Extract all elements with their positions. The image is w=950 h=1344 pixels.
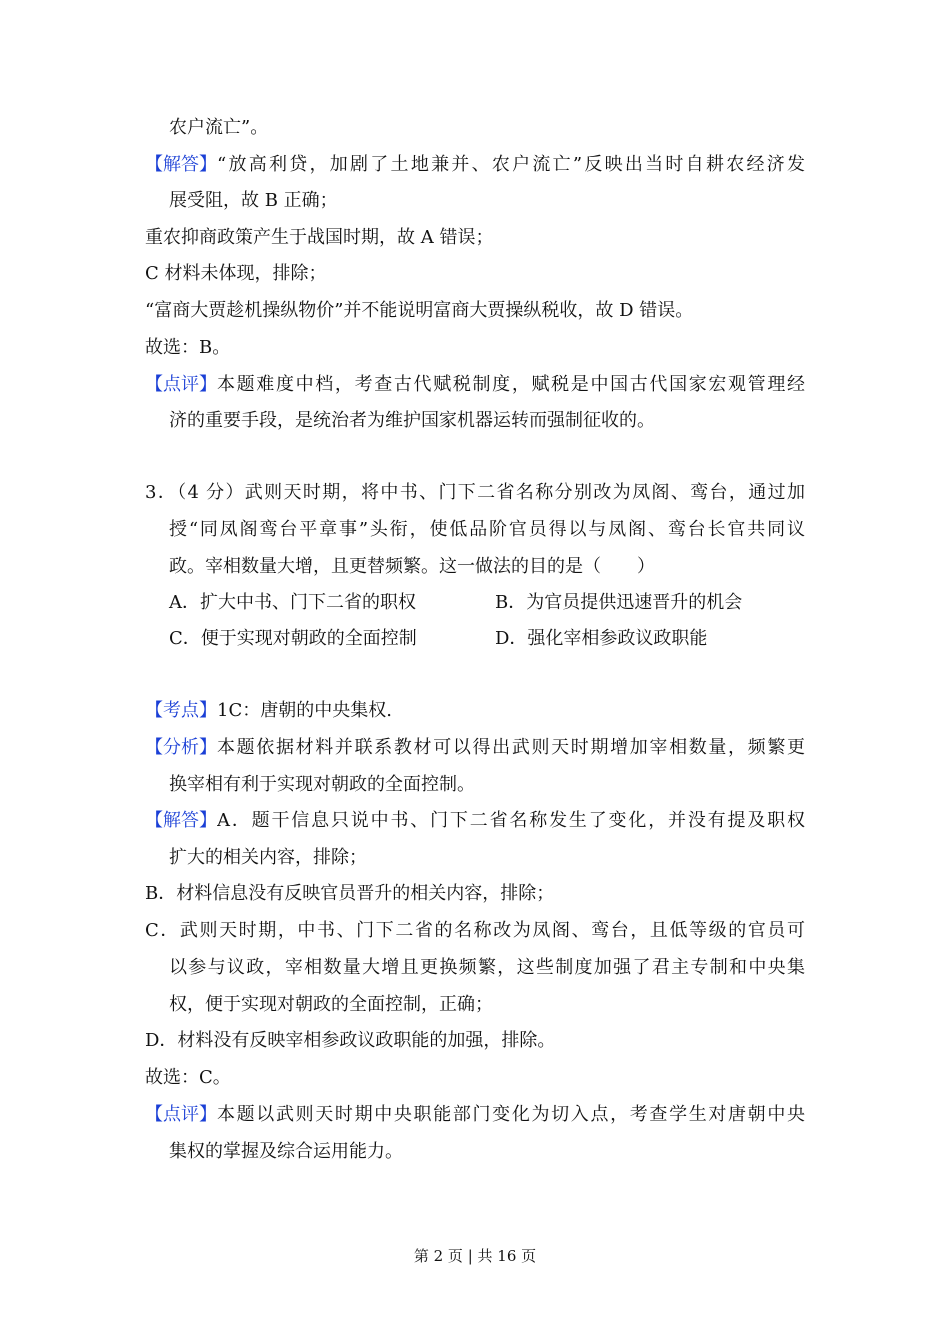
section-label: 【考点】 (145, 700, 217, 721)
text-line: 换宰相有利于实现对朝政的全面控制。 (169, 774, 475, 795)
text-line: “放高利贷，加剧了土地兼并、农户流亡”反映出当时自耕农经济发 (217, 154, 805, 175)
question-stem: 3．（4 分）武则天时期，将中书、门下二省名称分别改为凤阁、鸾台，通过加 (145, 482, 805, 503)
text-line: 济的重要手段，是统治者为维护国家机器运转而强制征收的。 (169, 410, 655, 431)
section-label: 【点评】 (145, 374, 217, 395)
text-line: C．武则天时期，中书、门下二省的名称改为凤阁、鸾台，且低等级的官员可 (145, 920, 805, 941)
option-d: D．强化宰相参政议政职能 (495, 628, 708, 649)
text-line: 本题以武则天时期中央职能部门变化为切入点，考查学生对唐朝中央 (217, 1104, 805, 1125)
section-label: 【解答】 (145, 154, 217, 175)
option-a: A．扩大中书、门下二省的职权 (169, 592, 416, 613)
text-line: 1C：唐朝的中央集权. (217, 700, 392, 721)
point-section (145, 700, 392, 722)
text-line: 农户流亡”。 (169, 117, 269, 138)
option-b: B．为官员提供迅速晋升的机会 (495, 592, 743, 613)
text-line: D．材料没有反映宰相参政议政职能的加强，排除。 (145, 1030, 556, 1051)
answer-section (145, 810, 805, 832)
question-stem: 授“同凤阁鸾台平章事”头衔，使低品阶官员得以与凤阁、鸾台长官共同议 (169, 519, 805, 540)
text-line: 扩大的相关内容，排除； (169, 847, 367, 868)
text-line: 以参与议政，宰相数量大增且更换频繁，这些制度加强了君主专制和中央集 (169, 957, 805, 978)
text-line: 集权的掌握及综合运用能力。 (169, 1141, 403, 1162)
review-section (145, 374, 805, 396)
option-c: C．便于实现对朝政的全面控制 (169, 628, 417, 649)
section-label: 【点评】 (145, 1104, 217, 1125)
text-line: 展受阻，故 B 正确； (169, 190, 338, 211)
review-section (145, 1104, 805, 1126)
page-footer: 第 2 页 | 共 16 页 (413, 1247, 537, 1265)
text-line: 权，便于实现对朝政的全面控制，正确； (169, 994, 493, 1015)
text-line: B．材料信息没有反映官员晋升的相关内容，排除； (145, 883, 555, 904)
question-stem: 政。宰相数量大增，且更替频繁。这一做法的目的是（ ） (169, 556, 655, 577)
text-line: C 材料未体现，排除； (145, 263, 327, 284)
text-line: 重农抑商政策产生于战国时期，故 A 错误； (145, 227, 494, 248)
analysis-section (145, 737, 805, 759)
section-label: 【分析】 (145, 737, 217, 758)
text-line: 本题依据材料并联系教材可以得出武则天时期增加宰相数量，频繁更 (217, 737, 805, 758)
text-line: “富商大贾趁机操纵物价”并不能说明富商大贾操纵税收，故 D 错误。 (145, 300, 694, 321)
text-line: 故选：C。 (145, 1067, 231, 1088)
section-label: 【解答】 (145, 810, 217, 831)
text-line: 本题难度中档，考查古代赋税制度，赋税是中国古代国家宏观管理经 (217, 374, 805, 395)
text-line: 故选：B。 (145, 337, 231, 358)
answer-section (145, 154, 805, 176)
text-line: A．题干信息只说中书、门下二省名称发生了变化，并没有提及职权 (217, 810, 805, 831)
